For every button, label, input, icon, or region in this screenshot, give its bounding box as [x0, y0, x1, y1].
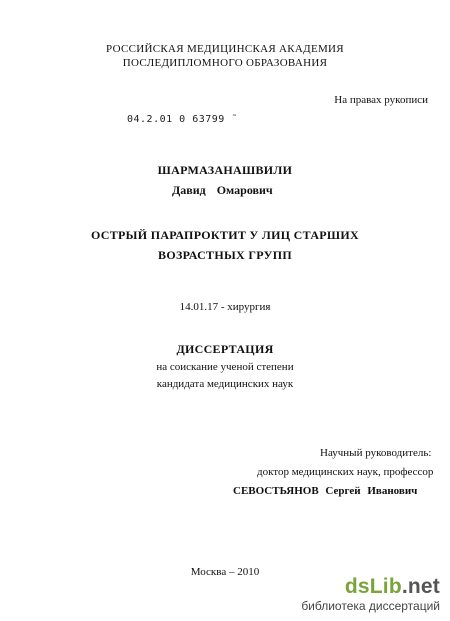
rights-note: На правах рукописи [334, 94, 428, 106]
dissertation-title-line-2: ВОЗРАСТНЫХ ГРУПП [158, 248, 292, 262]
author-surname: ШАРМАЗАНАШВИЛИ [157, 163, 293, 177]
dslib-logo [301, 576, 440, 598]
degree-line-2: кандидата медицинских наук [156, 378, 294, 390]
place-and-year: Москва – 2010 [190, 566, 260, 578]
dissertation-title-line-1: ОСТРЫЙ ПАРАПРОКТИТ У ЛИЦ СТАРШИХ [91, 228, 359, 242]
archive-stamp-number: 04.2.01 0 63799 ˜ [127, 114, 238, 125]
dslib-subtitle: библиотека диссертаций [301, 599, 440, 613]
degree-line-1: на соискание ученой степени [156, 361, 294, 373]
work-type-label: ДИССЕРТАЦИЯ [176, 342, 274, 356]
dslib-watermark [301, 576, 440, 613]
author-given-names: Давид Омарович [172, 183, 273, 197]
supervisor-name: СЕВОСТЬЯНОВ Сергей Иванович [233, 485, 418, 497]
institution-line-1: РОССИЙСКАЯ МЕДИЦИНСКАЯ АКАДЕМИЯ [106, 43, 344, 55]
dslib-logo-main: dsLib [344, 575, 402, 598]
specialty-code: 14.01.17 - хирургия [179, 301, 271, 313]
supervisor-degree: доктор медицинских наук, профессор [257, 466, 434, 478]
supervisor-label: Научный руководитель: [320, 447, 432, 459]
institution-line-2: ПОСЛЕДИПЛОМНОГО ОБРАЗОВАНИЯ [122, 57, 328, 69]
dslib-logo-domain: .net [401, 575, 440, 598]
